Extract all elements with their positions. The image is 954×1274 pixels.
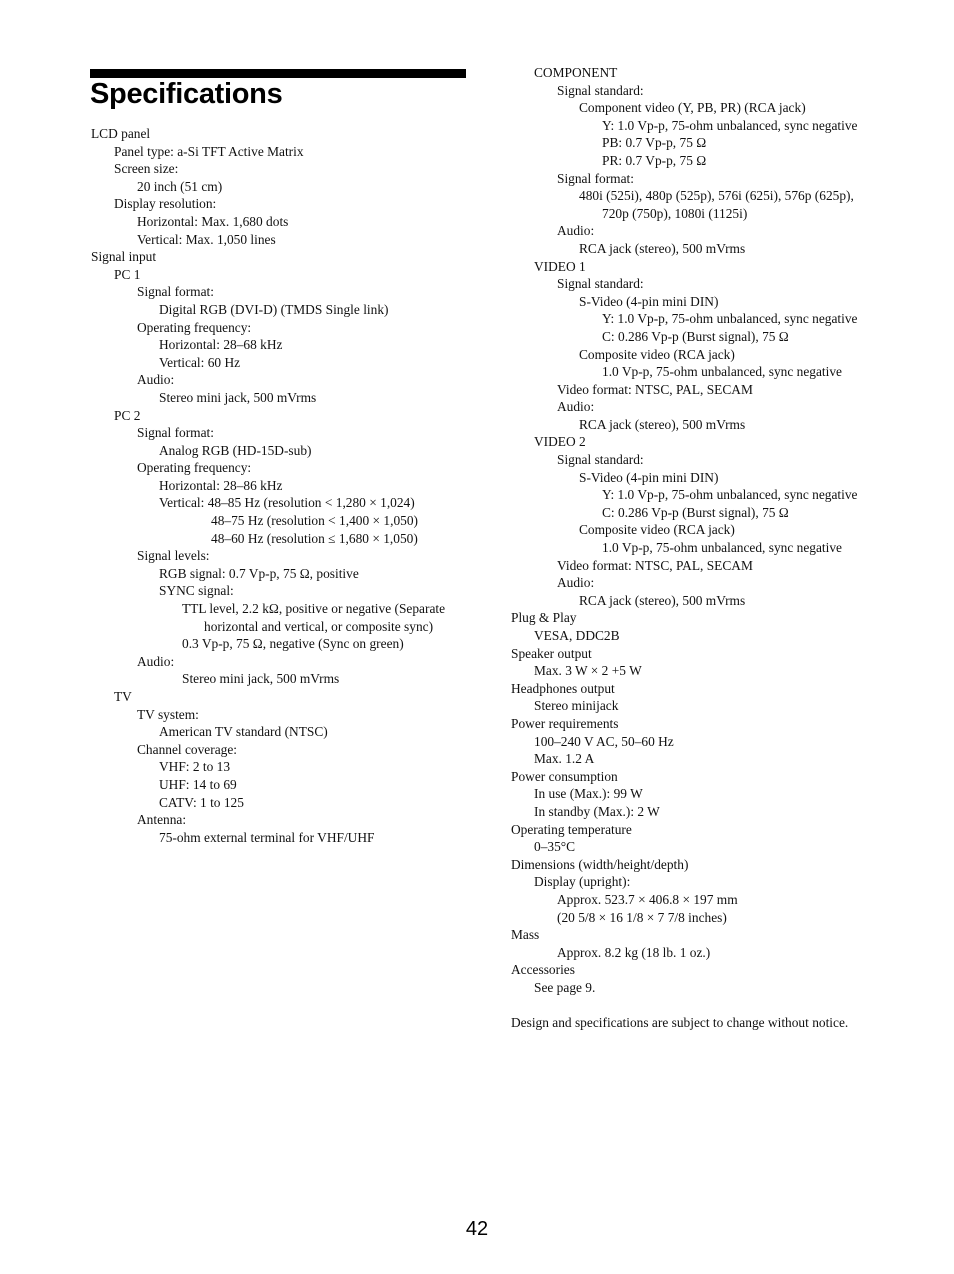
spec-line: VIDEO 2 <box>534 434 586 450</box>
spec-line: Y: 1.0 Vp-p, 75-ohm unbalanced, sync negative <box>602 117 858 133</box>
spec-line: Y: 1.0 Vp-p, 75-ohm unbalanced, sync negative <box>602 487 858 503</box>
spec-line: Vertical: 48–85 Hz (resolution < 1,280 × 1,024) <box>159 495 415 511</box>
spec-line: Display resolution: <box>114 196 217 212</box>
spec-line: Composite video (RCA jack) <box>579 346 735 362</box>
spec-line: C: 0.286 Vp-p (Burst signal), 75 Ω <box>602 504 789 520</box>
spec-line: 48–60 Hz (resolution ≤ 1,680 × 1,050) <box>211 530 418 546</box>
spec-line: Speaker output <box>511 645 592 661</box>
spec-line: Audio: <box>557 223 595 239</box>
spec-line: RGB signal: 0.7 Vp-p, 75 Ω, positive <box>159 565 359 581</box>
spec-line: Signal input <box>91 249 157 265</box>
spec-line: Design and specifications are subject to change without notice. <box>511 1015 849 1031</box>
spec-line: VIDEO 1 <box>534 258 586 274</box>
spec-line: Display (upright): <box>534 874 631 890</box>
spec-line: Operating temperature <box>511 821 632 837</box>
spec-line: Audio: <box>557 399 595 415</box>
spec-line: 480i (525i), 480p (525p), 576i (625i), 576p (625p), <box>579 188 854 204</box>
spec-line: VHF: 2 to 13 <box>159 759 231 775</box>
spec-line: 100–240 V AC, 50–60 Hz <box>534 733 674 749</box>
spec-line: Signal standard: <box>557 276 644 292</box>
spec-line: horizontal and vertical, or composite sync) <box>204 618 434 634</box>
spec-line: Antenna: <box>137 812 187 828</box>
spec-line: Composite video (RCA jack) <box>579 522 735 538</box>
spec-line: Dimensions (width/height/depth) <box>511 856 689 872</box>
spec-line: Signal levels: <box>137 548 210 564</box>
spec-line: S-Video (4-pin mini DIN) <box>579 293 719 309</box>
spec-line: RCA jack (stereo), 500 mVrms <box>579 240 746 256</box>
spec-line: 20 inch (51 cm) <box>137 178 223 194</box>
spec-line: Video format: NTSC, PAL, SECAM <box>557 381 753 397</box>
spec-line: 75-ohm external terminal for VHF/UHF <box>159 829 375 845</box>
spec-line: Signal format: <box>137 425 214 441</box>
spec-line: Panel type: a-Si TFT Active Matrix <box>114 143 304 159</box>
spec-line: Stereo mini jack, 500 mVrms <box>159 389 317 405</box>
page-title: Specifications <box>90 78 283 110</box>
spec-line: C: 0.286 Vp-p (Burst signal), 75 Ω <box>602 328 789 344</box>
spec-line: Operating frequency: <box>137 319 252 335</box>
spec-line: Audio: <box>137 372 175 388</box>
spec-column-left <box>91 125 481 846</box>
spec-line: Channel coverage: <box>137 741 238 757</box>
spec-line: Analog RGB (HD-15D-sub) <box>159 442 312 458</box>
spec-line: LCD panel <box>91 126 151 141</box>
spec-line: Signal standard: <box>557 82 644 98</box>
title-rule <box>90 69 466 78</box>
spec-line: VESA, DDC2B <box>534 628 620 643</box>
spec-line: 0–35°C <box>534 839 576 855</box>
spec-line: Audio: <box>557 575 595 591</box>
spec-line: Power consumption <box>511 768 618 784</box>
spec-line: S-Video (4-pin mini DIN) <box>579 469 719 485</box>
spec-column-right <box>511 64 911 1032</box>
spec-line: Digital RGB (DVI-D) (TMDS Single link) <box>159 301 389 317</box>
spec-line: Max. 1.2 A <box>534 751 595 767</box>
spec-line: Headphones output <box>511 680 615 696</box>
spec-line: SYNC signal: <box>159 583 234 599</box>
spec-line: Mass <box>511 927 540 943</box>
spec-line: RCA jack (stereo), 500 mVrms <box>579 416 746 432</box>
spec-line: Stereo minijack <box>534 698 619 714</box>
spec-line: Signal standard: <box>557 452 644 468</box>
spec-line: PB: 0.7 Vp-p, 75 Ω <box>602 135 707 151</box>
spec-line: 1.0 Vp-p, 75-ohm unbalanced, sync negative <box>602 364 842 380</box>
spec-line: Component video (Y, PB, PR) (RCA jack) <box>579 100 806 116</box>
spec-line: See page 9. <box>534 979 596 995</box>
spec-line: COMPONENT <box>534 65 618 80</box>
spec-line: PR: 0.7 Vp-p, 75 Ω <box>602 152 707 168</box>
spec-line: (20 5/8 × 16 1/8 × 7 7/8 inches) <box>557 909 727 925</box>
spec-line: Screen size: <box>114 161 179 177</box>
spec-line: Plug & Play <box>511 610 577 626</box>
spec-line: CATV: 1 to 125 <box>159 794 244 810</box>
spec-line: 720p (750p), 1080i (1125i) <box>602 205 748 221</box>
spec-line: American TV standard (NTSC) <box>159 724 328 740</box>
page-number: 42 <box>465 1218 489 1240</box>
spec-line: Power requirements <box>511 715 619 731</box>
spec-line: TV <box>114 689 132 704</box>
spec-line: In use (Max.): 99 W <box>534 786 643 802</box>
spec-line: Signal format: <box>137 284 214 300</box>
spec-line: PC 1 <box>114 266 141 282</box>
spec-line: Vertical: Max. 1,050 lines <box>137 231 276 247</box>
spec-line: PC 2 <box>114 407 141 423</box>
spec-line: Stereo mini jack, 500 mVrms <box>182 671 340 687</box>
spec-line: Horizontal: Max. 1,680 dots <box>137 213 289 229</box>
spec-line: Accessories <box>511 962 575 978</box>
spec-line: 0.3 Vp-p, 75 Ω, negative (Sync on green) <box>182 636 404 652</box>
spec-line: Y: 1.0 Vp-p, 75-ohm unbalanced, sync negative <box>602 311 858 327</box>
spec-line: Vertical: 60 Hz <box>159 354 241 370</box>
spec-line: Horizontal: 28–86 kHz <box>159 477 283 493</box>
spec-line: UHF: 14 to 69 <box>159 776 237 792</box>
spec-line: 48–75 Hz (resolution < 1,400 × 1,050) <box>211 513 419 529</box>
spec-line: RCA jack (stereo), 500 mVrms <box>579 592 746 608</box>
spec-line: Video format: NTSC, PAL, SECAM <box>557 557 753 573</box>
spec-line: TV system: <box>137 706 199 722</box>
spec-line: In standby (Max.): 2 W <box>534 803 660 819</box>
spec-line: Approx. 523.7 × 406.8 × 197 mm <box>557 891 738 907</box>
spec-line: Approx. 8.2 kg (18 lb. 1 oz.) <box>557 944 711 960</box>
spec-line: TTL level, 2.2 kΩ, positive or negative (Separate <box>182 601 446 617</box>
spec-line: Audio: <box>137 653 175 669</box>
spec-line: Signal format: <box>557 170 634 186</box>
spec-line: 1.0 Vp-p, 75-ohm unbalanced, sync negative <box>602 540 842 556</box>
spec-line: Operating frequency: <box>137 460 252 476</box>
spec-line: Horizontal: 28–68 kHz <box>159 337 283 353</box>
spec-line: Max. 3 W × 2 +5 W <box>534 663 642 679</box>
